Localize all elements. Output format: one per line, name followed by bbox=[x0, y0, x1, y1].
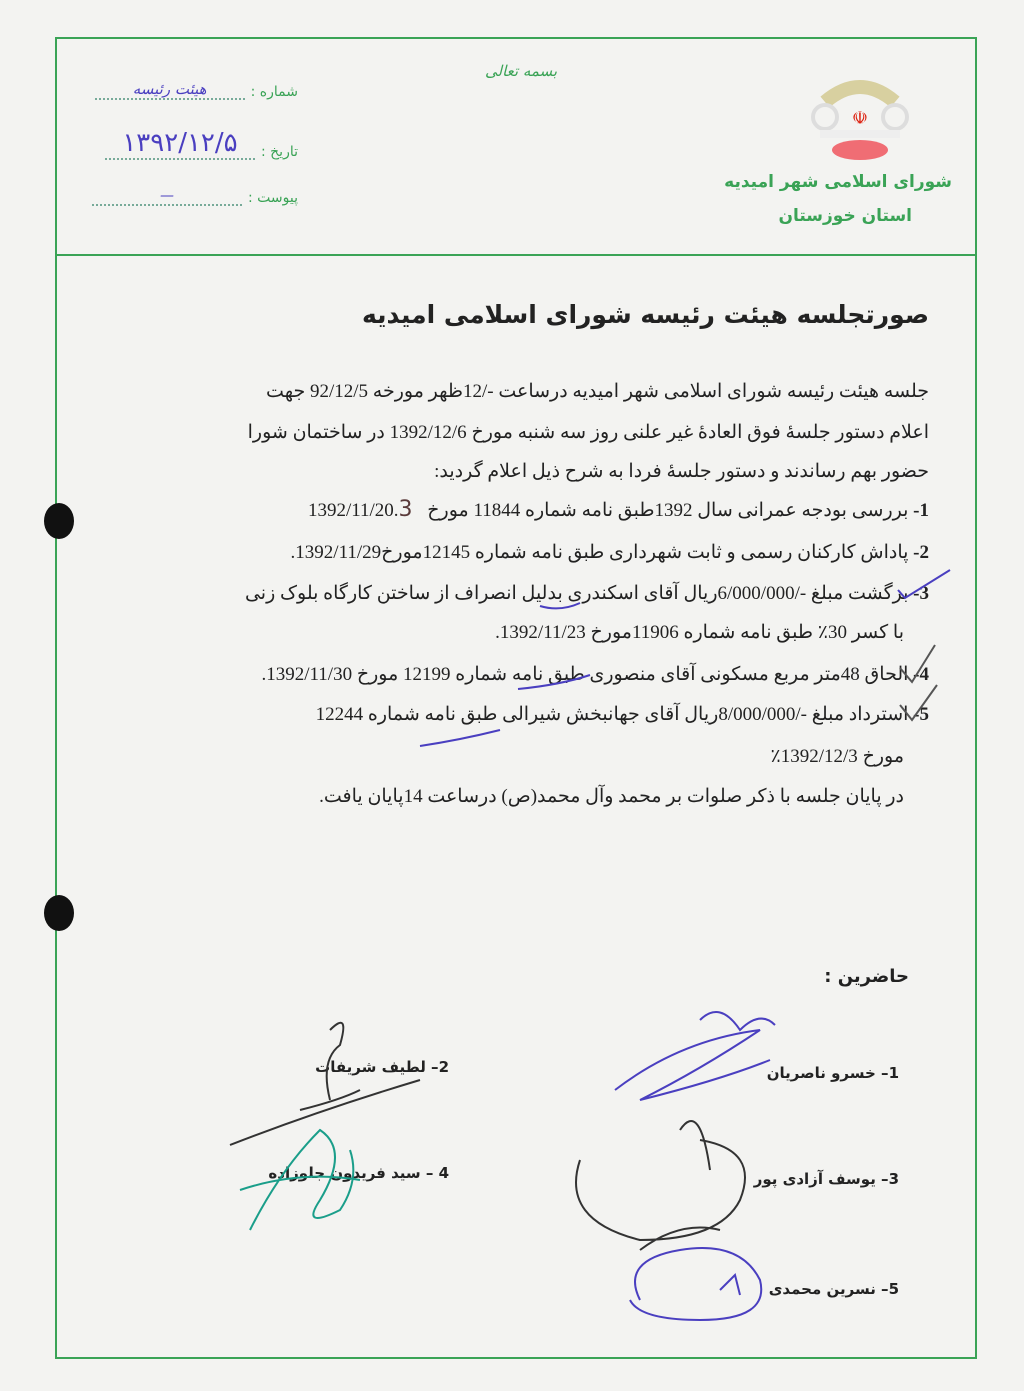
number-label: شماره : bbox=[250, 84, 298, 100]
org-name: شورای اسلامی شهر امیدیه bbox=[724, 172, 952, 192]
item-number: 4- bbox=[913, 664, 929, 685]
handwritten-mark: 3 bbox=[398, 497, 413, 522]
province-name: استان خوزستان bbox=[778, 206, 912, 226]
intro-line: حضور بهم رساندند و دستور جلسهٔ فردا به شرح ذیل اعلام گردید: bbox=[434, 461, 929, 482]
date-value: ۱۳۹۲/۱۲/۵ bbox=[122, 128, 238, 158]
agenda-item-5-cont: مورخ 1392/12/3٪ bbox=[770, 746, 904, 767]
closing-line: در پایان جلسه با ذکر صلوات بر محمد وآل محمد(ص) درساعت 14پایان یافت. bbox=[319, 786, 904, 807]
attendees-heading: حاضرین : bbox=[824, 966, 909, 987]
item-number: 3- bbox=[913, 583, 929, 604]
date-label: تاریخ : bbox=[260, 144, 298, 160]
svg-text:☫: ☫ bbox=[851, 108, 869, 129]
item-text: برگشت مبلغ -/6/000/000ریال آقای اسکندری بدلیل انصراف از ساختن کارگاه بلوک زنی bbox=[244, 583, 909, 604]
agenda-item-3-cont: با کسر 30٪ طبق نامه شماره 11906مورخ 1392/11/23. bbox=[495, 622, 904, 643]
number-value: هیئت رئیسه bbox=[132, 80, 207, 98]
item-text: بررسی بودجه عمرانی سال 1392طبق نامه شماره 11844 مورخ 1392/11/20. bbox=[307, 500, 909, 521]
item-number: 1- bbox=[913, 500, 929, 521]
attendee-3: 3– یوسف آزادی پور bbox=[753, 1170, 899, 1188]
item-text: الحاق 48متر مربع مسکونی آقای منصوری طبق نامه شماره 12199 مورخ 1392/11/30. bbox=[261, 664, 909, 685]
bismillah: بسمه تعالی bbox=[485, 62, 558, 80]
attendee-4: 4 – سید فریدون جلوزاده bbox=[268, 1164, 449, 1182]
item-text: استرداد مبلغ -/8/000/000ریال آقای جهانبخش شیرالی طبق نامه شماره 12244 bbox=[315, 704, 909, 725]
attachment-label: پیوست : bbox=[248, 190, 298, 206]
item-number: 2- bbox=[913, 542, 929, 563]
attendee-1: 1– خسرو ناصریان bbox=[766, 1064, 899, 1082]
attendee-5: 5– نسرین محمدی bbox=[768, 1280, 899, 1298]
intro-line: اعلام دستور جلسهٔ فوق العادهٔ غیر علنی روز سه شنبه مورخ 1392/12/6 در ساختمان شورا bbox=[247, 422, 929, 443]
item-number: 5- bbox=[913, 704, 929, 725]
intro-line: جلسه هیئت رئیسه شورای اسلامی شهر امیدیه درساعت -/12ظهر مورخه 92/12/5 جهت bbox=[266, 381, 929, 402]
document-title: صورتجلسه هیئت رئیسه شورای اسلامی امیدیه bbox=[361, 300, 929, 329]
attendee-2: 2– لطیف شریفات bbox=[315, 1058, 449, 1076]
item-text: پاداش کارکنان رسمی و ثابت شهرداری طبق نامه شماره 12145مورخ1392/11/29. bbox=[290, 542, 909, 563]
attachment-value: — bbox=[160, 188, 174, 204]
